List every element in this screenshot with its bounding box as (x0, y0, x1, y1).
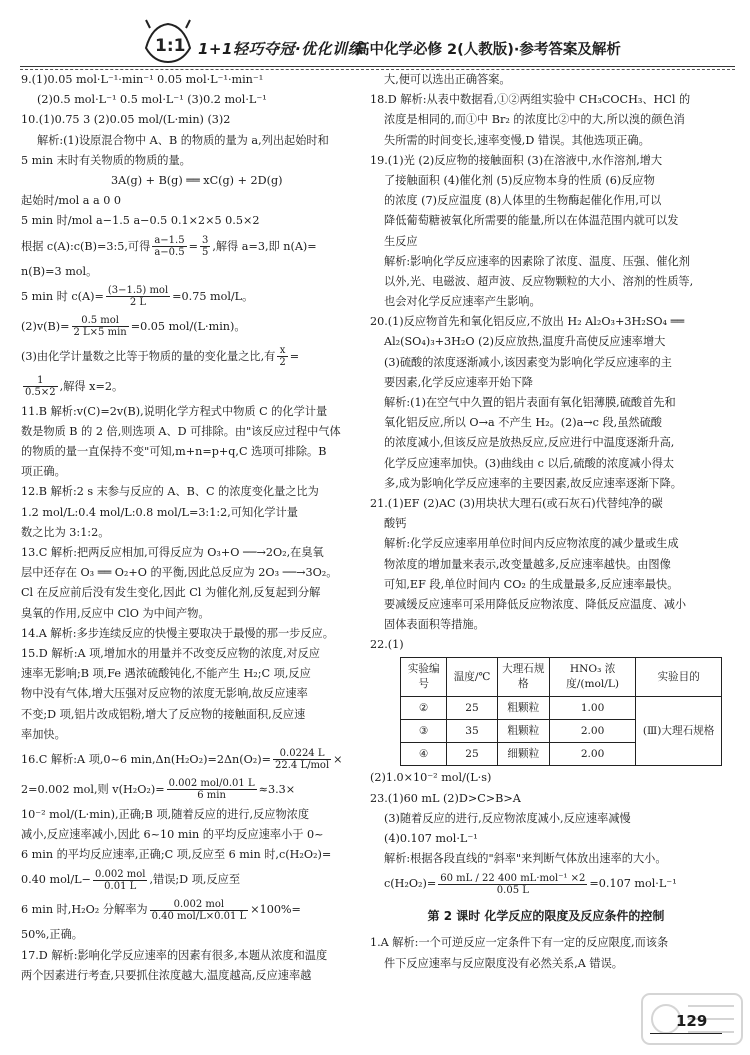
answer-line: 10.(1)0.75 3 (2)0.05 mol/(L·min) (3)2 (21, 113, 231, 127)
brand-name: 1+1轻巧夺冠·优化训练 (198, 40, 364, 58)
equation-line: 起始时/mol a a 0 0 (21, 194, 122, 208)
fraction (277, 345, 287, 368)
analysis-line: 臭氧的作用,反应中 ClO 为中间产物。 (21, 606, 210, 620)
answer-line: (2)1.0×10⁻² mol/(L·s) (370, 771, 492, 785)
formula-text: c(H₂O₂)= (384, 877, 437, 891)
analysis-line: 化学反应速率加快。(3)曲线由 c 以后,硫酸的浓度减小得太 (384, 456, 675, 470)
table-header-row (401, 658, 722, 697)
formula-text: 2=0.002 mol,则 v(H₂O₂)= (21, 782, 165, 796)
answer-line: 要因素,化学反应速率开始下降 (384, 375, 533, 389)
formula-text: × (333, 752, 343, 766)
fraction (438, 873, 587, 896)
analysis-line: 氧化铝反应,所以 O→a 不产生 H₂。(2)a→c 段,虽然硫酸 (384, 416, 662, 430)
analysis-line: 以外,光、电磁波、超声波、反应物颗粒的大小、溶剂的性质等, (384, 274, 694, 288)
analysis-line: 解析:根据各段直线的"斜率"来判断气体放出速率的大小。 (384, 852, 667, 866)
analysis-line: 两个因素进行考查,只要抓住浓度越大,温度越高,反应速率越 (21, 968, 312, 982)
analysis-line: 的浓度减小,但该反应是放热反应,反应进行中温度逐渐升高, (384, 436, 675, 450)
answer-line: (3)随着反应的进行,反应物浓度减小,反应速率减慢 (384, 811, 631, 825)
fraction-numerator: (3−1.5) mol (107, 285, 169, 297)
fraction-denominator: 2 (279, 357, 286, 369)
answer-line: 1.A 解析:一个可逆反应一定条件下有一定的反应限度,而该条 (370, 936, 669, 950)
answer-line: 的浓度 (7)反应温度 (8)人体里的生物酶起催化作用,可以 (384, 194, 662, 208)
formula-text: 6 min 时,H₂O₂ 分解率为 (21, 903, 148, 917)
answer-line: 12.B 解析:2 s 末参与反应的 A、B、C 的浓度变化量之比为 (21, 485, 319, 499)
formula-text: =0.107 mol·L⁻¹ (589, 877, 677, 891)
formula-text: (2)v(B)= (21, 319, 70, 333)
formula-text: = (289, 349, 300, 363)
analysis-line: 解析:(1)在空气中久置的铝片表面有氧化铝薄膜,硫酸首先和 (384, 396, 676, 409)
answer-line: Al₂(SO₄)₃+3H₂O (2)反应放热,温度升高使反应速率增大 (384, 335, 666, 349)
analysis-line: 件下反应速率与反应限度没有必然关系,A 错误。 (384, 956, 623, 970)
answer-line: (3)硫酸的浓度逐渐减小,该因素变为影响化学反应速率的主 (384, 355, 672, 369)
brand-logo-icon (142, 18, 194, 64)
answer-line: 20.(1)反应物首先和氧化铝反应,不放出 H₂ Al₂O₃+3H₂SO₄ ══ (370, 315, 685, 329)
formula-line (21, 342, 369, 372)
answer-line: 了接触面积 (4)催化剂 (5)反应物本身的性质 (6)反应物 (384, 173, 655, 187)
fraction-numerator: 0.0224 L (273, 748, 331, 760)
analysis-line: 多,成为影响化学反应速率的主要因素,故反应速率逐渐下降。 (384, 476, 682, 490)
fraction-denominator: a−0.5 (154, 247, 185, 258)
analysis-line: 解析:(1)设原混合物中 A、B 的物质的量为 a,列出起始时和 (37, 133, 329, 147)
analysis-line: 解析:化学反应速率用单位时间内反应物浓度的减少量或生成 (384, 537, 679, 551)
table-cell-purpose: (Ⅲ)大理石规格 (636, 697, 722, 766)
fraction (273, 748, 331, 771)
analysis-line: 可知,EF 段,单位时间内 CO₂ 的生成量最多,反应速率最快。 (384, 577, 679, 591)
answer-line: 21.(1)EF (2)AC (3)用块状大理石(或石灰石)代替纯净的碳 (370, 496, 663, 510)
formula-line (21, 372, 369, 402)
analysis-line: n(B)=3 mol。 (21, 264, 98, 278)
formula-text: 0.40 mol/L− (21, 873, 91, 887)
answer-line: 14.A 解析:多步连续反应的快慢主要取决于最慢的那一步反应。 (21, 626, 334, 640)
answer-line: 23.(1)60 mL (2)D>C>B>A (370, 791, 521, 805)
table-header: HNO₃ 浓度/(mol/L) (549, 658, 635, 697)
analysis-line: 物浓度的增加量来表示,改变量越多,反应速率越快。由图像 (384, 557, 671, 571)
formula-text: ,解得 x=2。 (59, 379, 124, 393)
table-cell: ③ (401, 720, 447, 743)
answer-line: 降低葡萄糖被氧化所需要的能量,所以在体温范围内就可以发 (384, 214, 679, 228)
analysis-line: 浓度是相同的,而①中 Br₂ 的浓度比②中的大,所以溴的颜色消 (384, 113, 685, 127)
formula-text: =0.05 mol/(L·min)。 (130, 319, 246, 333)
right-column (370, 70, 722, 974)
analysis-line: 固体表面积等措施。 (384, 618, 485, 632)
table-row (401, 697, 722, 720)
answer-line: 17.D 解析:影响化学反应速率的因素有很多,本题从浓度和温度 (21, 948, 328, 962)
table-header: 实验编号 (401, 658, 447, 697)
fraction-denominator: 2 L×5 min (73, 327, 127, 339)
analysis-line: 项正确。 (21, 465, 66, 479)
formula-text: 16.C 解析:A 项,0~6 min,Δn(H₂O₂)=2Δn(O₂)= (21, 752, 271, 766)
table-cell: 粗颗粒 (497, 720, 549, 743)
analysis-line: 10⁻² mol/(L·min),正确;B 项,随着反应的进行,反应物浓度 (21, 807, 310, 821)
formula-line (21, 745, 369, 775)
answer-line: 生反应 (384, 234, 418, 248)
fraction-numerator: 0.002 mol (150, 899, 249, 911)
formula-text: ×100%= (250, 903, 301, 917)
table-cell: 25 (447, 697, 497, 720)
analysis-line: 率加快。 (21, 727, 66, 741)
analysis-line: 失所需的时间变长,速率变慢,D 错误。其他选项正确。 (384, 133, 650, 147)
footer-divider (650, 1033, 722, 1034)
fraction-denominator: 0.40 mol/L×0.01 L (151, 910, 247, 922)
fraction-numerator: 0.002 mol/0.01 L (168, 778, 255, 790)
table-cell: 粗颗粒 (497, 697, 549, 720)
analysis-line: 1.2 mol/L:0.4 mol/L:0.8 mol/L=3:1:2,可知化学计量 (21, 505, 298, 519)
fraction (167, 778, 257, 801)
table-header: 实验目的 (636, 658, 722, 697)
analysis-line: 要减缓反应速率可采用降低反应物浓度、降低反应温度、减小 (384, 597, 687, 611)
fraction-denominator: 0.01 L (104, 880, 137, 892)
experiment-table (400, 657, 722, 766)
fraction (72, 315, 129, 338)
left-column (21, 70, 369, 986)
answer-line: 18.D 解析:从表中数据看,①②两组实验中 CH₃COCH₃、HCl 的 (370, 93, 691, 107)
fraction (152, 235, 186, 258)
table-header: 温度/℃ (447, 658, 497, 697)
analysis-line: 5 min 末时有关物质的物质的量。 (21, 153, 191, 167)
fraction-numerator: 3 (201, 235, 209, 246)
formula-text: (3)由化学计量数之比等于物质的量的变化量之比,有 (21, 349, 276, 363)
fraction-numerator: a−1.5 (154, 235, 185, 246)
section-heading: 第 2 课时 化学反应的限度及反应条件的控制 (427, 909, 665, 924)
analysis-line: 不变;D 项,铝片改成铝粉,增大了反应物的接触面积,反应速 (21, 707, 306, 721)
analysis-line: 减小,反应速率减小,因此 6~10 min 的平均反应速率小于 0~ (21, 828, 324, 842)
equation-line: 5 min 时/mol a−1.5 a−0.5 0.1×2×5 0.5×2 (21, 214, 260, 228)
formula-text: ,错误;D 项,反应至 (149, 873, 241, 887)
analysis-line: 大,便可以选出正确答案。 (384, 73, 511, 86)
fraction-numerator: 0.002 mol (94, 868, 146, 880)
table-cell: 2.00 (549, 720, 635, 743)
analysis-line: 速率无影响;B 项,Fe 遇浓硫酸钝化,不能产生 H₂;C 项,反应 (21, 667, 311, 681)
formula-line (21, 895, 369, 925)
table-header: 大理石规格 (497, 658, 549, 697)
table-cell: 1.00 (549, 697, 635, 720)
fraction (23, 375, 58, 398)
answer-line: 13.C 解析:把两反应相加,可得反应为 O₃+O ──→2O₂,在臭氧 (21, 546, 324, 559)
fraction-denominator: 22.4 L/mol (275, 760, 330, 772)
table-cell: 35 (447, 720, 497, 743)
fraction-denominator: 0.5×2 (25, 387, 56, 399)
table-cell: 2.00 (549, 743, 635, 766)
equation-line: 3A(g) + B(g) ══ xC(g) + 2D(g) (111, 173, 283, 187)
formula-text: ,解得 a=3,即 n(A)= (212, 239, 317, 253)
analysis-line: 的物质的量一直保持不变"可知,m+n=p+q,C 选项可排除。B (21, 445, 327, 459)
formula-text: ≈3.3× (258, 782, 296, 796)
fraction (106, 285, 170, 308)
table-cell: 细颗粒 (497, 743, 549, 766)
fraction-numerator: 60 mL / 22 400 mL·mol⁻¹ ×2 (440, 872, 586, 884)
answer-line: (4)0.107 mol·L⁻¹ (384, 832, 478, 845)
formula-line (21, 282, 369, 312)
fraction-numerator: x (277, 345, 287, 357)
fraction-denominator: 2 L (129, 297, 147, 309)
table-cell: ② (401, 697, 447, 720)
formula-text: 5 min 时 c(A)= (21, 289, 104, 303)
fraction (93, 869, 148, 892)
fraction (150, 899, 249, 922)
page-number: 129 (676, 1012, 708, 1030)
fraction-denominator: 5 (201, 247, 209, 258)
formula-line (370, 869, 722, 899)
page-title: 高中化学必修 2(人教版)·参考答案及解析 (355, 42, 621, 58)
analysis-line: 物中没有气体,增大压强对反应物的浓度无影响,故反应速率 (21, 687, 308, 701)
analysis-line: 解析:影响化学反应速率的因素除了浓度、温度、压强、催化剂 (384, 254, 690, 268)
analysis-line: 6 min 的平均反应速率,正确;C 项,反应至 6 min 时,c(H₂O₂)= (21, 848, 332, 862)
analysis-line: 数之比为 3:1:2。 (21, 525, 110, 539)
answer-line: (2)0.5 mol·L⁻¹ 0.5 mol·L⁻¹ (3)0.2 mol·L⁻¹ (37, 93, 267, 107)
fraction-numerator: 0.5 mol (72, 315, 129, 327)
answer-line: 19.(1)光 (2)反应物的接触面积 (3)在溶液中,水作溶剂,增大 (370, 153, 663, 167)
analysis-line: 数是物质 B 的 2 倍,则选项 A、D 可排除。由"该反应过程中气体 (21, 424, 341, 438)
analysis-line: 层中还存在 O₃ ══ O₂+O 的平衡,因此总反应为 2O₃ ──→3O₂。 (21, 566, 338, 580)
header-divider (20, 66, 735, 67)
table-cell: 25 (447, 743, 497, 766)
fraction-numerator: 1 (23, 375, 58, 387)
formula-text: =0.75 mol/L。 (172, 289, 254, 303)
formula-line (21, 312, 369, 342)
formula-line (21, 775, 369, 805)
formula-text: 根据 c(A):c(B)=3:5,可得 (21, 239, 151, 253)
answer-line: 15.D 解析:A 项,增加水的用量并不改变反应物的浓度,对反应 (21, 646, 320, 660)
answer-line: 22.(1) (370, 638, 404, 652)
analysis-line: 50%,正确。 (21, 928, 83, 942)
formula-line (21, 232, 369, 262)
fraction-denominator: 0.05 L (496, 884, 529, 896)
page-header (20, 10, 735, 72)
formula-line (21, 865, 369, 895)
answer-line: 酸钙 (384, 517, 407, 531)
analysis-line: 也会对化学反应速率产生影响。 (384, 295, 541, 309)
fraction-denominator: 6 min (197, 790, 226, 802)
fraction (200, 235, 210, 258)
formula-text: = (188, 239, 198, 253)
answer-line: 9.(1)0.05 mol·L⁻¹·min⁻¹ 0.05 mol·L⁻¹·min⁻¹ (21, 73, 264, 86)
table-cell: ④ (401, 743, 447, 766)
svg-text:1:1: 1:1 (155, 36, 186, 56)
answer-line: 11.B 解析:v(C)=2v(B),说明化学方程式中物质 C 的化学计量 (21, 404, 328, 418)
analysis-line: Cl 在反应前后没有发生变化,因此 Cl 为催化剂,反复起到分解 (21, 586, 321, 600)
